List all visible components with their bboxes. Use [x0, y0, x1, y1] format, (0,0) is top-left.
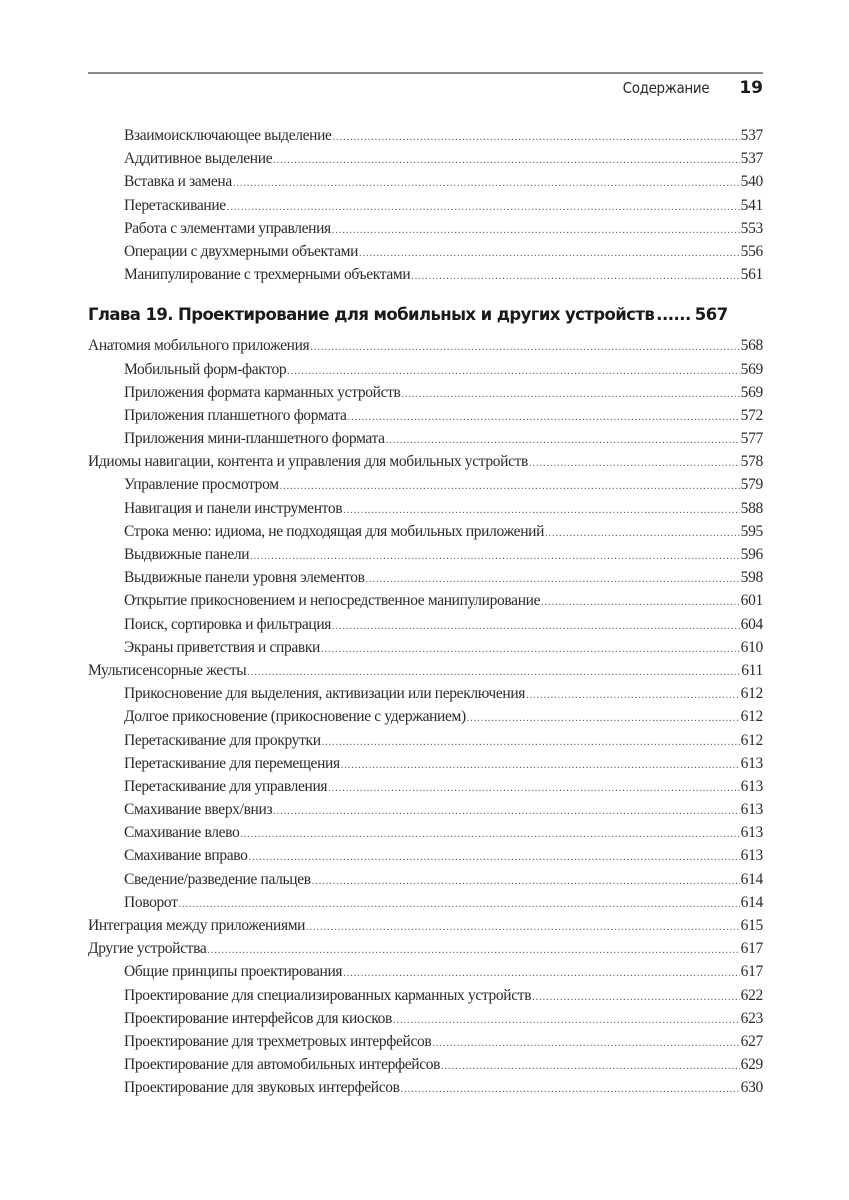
toc-entry[interactable] [88, 682, 763, 705]
toc-entry-page: 537 [740, 127, 763, 144]
toc-entry[interactable] [88, 497, 763, 520]
toc-entry-page: 614 [740, 870, 763, 888]
toc-entry-page: 578 [740, 453, 763, 471]
toc-entry-title: Идиомы навигации, контента и управления для мобильных устройств [88, 453, 529, 471]
leader-dots [312, 870, 740, 893]
leader-dots [402, 383, 740, 406]
toc-entry[interactable] [88, 1007, 763, 1030]
toc-entry[interactable] [88, 358, 763, 381]
leader-dots [348, 406, 740, 429]
toc-entries [88, 334, 763, 1099]
toc-entry-page: 579 [740, 476, 763, 494]
toc-entry[interactable] [88, 705, 763, 728]
toc-entry-page: 610 [740, 638, 763, 656]
toc-entry-page: 615 [740, 917, 763, 934]
leader-dots [273, 149, 739, 172]
chapter-page: 567 [694, 305, 728, 325]
toc-entry-title: Приложения формата карманных устройств [124, 383, 401, 401]
table-of-contents [88, 124, 763, 1100]
leader-dots [306, 916, 740, 939]
toc-entry-title: Вставка и замена [124, 173, 232, 191]
toc-entry-title: Перетаскивание [124, 196, 226, 214]
toc-entry-title: Проектирование для трехметровых интерфейсов [124, 1032, 432, 1050]
toc-entry[interactable] [88, 217, 763, 240]
toc-entry-page: 595 [740, 522, 763, 540]
leader-dots [322, 731, 740, 754]
toc-entry-title: Анатомия мобильного приложения [88, 337, 310, 355]
toc-entry-page: 629 [740, 1056, 763, 1074]
toc-entry-title: Строка меню: идиома, не подходящая для мобильных приложений [124, 522, 545, 540]
toc-entry-page: 598 [740, 569, 763, 587]
leader-dots [247, 661, 740, 684]
toc-entry[interactable] [88, 613, 763, 636]
chapter-title: Глава 19. Проектирование для мобильных и других устройств [88, 305, 655, 325]
leader-dots [401, 1078, 740, 1101]
toc-entry[interactable] [88, 589, 763, 612]
toc-entry-page: 577 [740, 430, 763, 448]
toc-entry[interactable] [88, 381, 763, 404]
toc-entry-title: Выдвижные панели [124, 546, 250, 563]
toc-entry-title: Аддитивное выделение [124, 150, 273, 168]
toc-entry-page: 572 [740, 406, 763, 424]
toc-entry-title: Перетаскивание для перемещения [124, 754, 340, 772]
toc-entry-title: Манипулирование с трехмерными объектами [124, 266, 411, 284]
toc-entry[interactable] [88, 1030, 763, 1053]
leader-dots [332, 219, 740, 242]
toc-entry[interactable] [88, 1076, 763, 1099]
toc-entry-page: 612 [740, 685, 763, 703]
toc-entry-title: Интеграция между приложениями [88, 917, 306, 934]
toc-entry-page: 617 [740, 963, 763, 981]
toc-entry[interactable] [88, 170, 763, 193]
toc-entry[interactable] [88, 404, 763, 427]
toc-entry[interactable] [88, 752, 763, 775]
toc-entry-page: 614 [740, 893, 763, 911]
toc-entry[interactable] [88, 520, 763, 543]
toc-entry-page: 612 [740, 708, 763, 726]
toc-entry[interactable] [88, 937, 763, 960]
toc-entry[interactable] [88, 891, 763, 914]
toc-entry[interactable] [88, 844, 763, 867]
toc-entry[interactable] [88, 427, 763, 450]
toc-entry[interactable] [88, 566, 763, 589]
leader-dots [280, 475, 740, 498]
toc-entry-page: 569 [740, 360, 763, 378]
toc-entry-title: Операции с двухмерными объектами [124, 242, 359, 260]
leader-dots [321, 638, 740, 661]
toc-entry-title: Смахивание вправо [124, 847, 248, 865]
toc-entry-page: 553 [740, 219, 763, 237]
leader-dots [287, 360, 739, 383]
toc-entry-title: Поиск, сортировка и фильтрация [124, 615, 332, 633]
toc-entry[interactable] [88, 334, 763, 357]
toc-entry-page: 537 [740, 150, 763, 168]
toc-entry-page: 613 [740, 754, 763, 772]
toc-entry-title: Перетаскивание для управления [124, 777, 328, 795]
toc-entry[interactable] [88, 124, 763, 147]
page-number: 19 [739, 78, 763, 98]
toc-entry-title: Перетаскивание для прокрутки [124, 731, 321, 749]
toc-entry-page: 540 [740, 173, 763, 191]
leader-dots [341, 754, 740, 777]
toc-entry[interactable] [88, 914, 763, 937]
toc-entry-page: 612 [740, 731, 763, 749]
leader-dots [529, 452, 740, 475]
toc-entry[interactable] [88, 543, 763, 566]
toc-entry-page: 622 [740, 986, 763, 1004]
leader-dots [240, 823, 739, 846]
toc-entry[interactable] [88, 821, 763, 844]
toc-entry-page: 613 [740, 824, 763, 842]
toc-entry[interactable] [88, 473, 763, 496]
running-header-title: Содержание [622, 79, 710, 97]
toc-entry[interactable] [88, 263, 763, 286]
toc-entry-page: 627 [740, 1032, 763, 1050]
toc-entry-title: Другие устройства [88, 940, 207, 958]
toc-entry-title: Взаимоисключающее выделение [124, 127, 332, 144]
toc-entry-title: Мобильный форм-фактор [124, 360, 287, 378]
leader-dots [332, 615, 740, 638]
toc-entry-title: Открытие прикосновением и непосредственное манипулирование [124, 592, 541, 610]
toc-entry[interactable] [88, 868, 763, 891]
leader-dots [310, 336, 739, 359]
leader-dots [411, 265, 739, 288]
toc-entry-page: 604 [740, 615, 763, 633]
toc-entry-title: Мультисенсорные жесты [88, 661, 247, 679]
toc-entry-title: Проектирование для специализированных карманных устройств [124, 986, 532, 1004]
toc-entry[interactable] [88, 798, 763, 821]
leader-dots [526, 684, 740, 707]
leader-dots [227, 196, 740, 219]
toc-entry-title: Приложения мини-планшетного формата [124, 430, 385, 448]
toc-entry-title: Сведение/разведение пальцев [124, 870, 311, 888]
toc-entry-title: Общие принципы проектирования [124, 963, 343, 981]
leader-dots [532, 986, 739, 1009]
toc-entry-page: 613 [740, 847, 763, 865]
toc-entry-title: Проектирование интерфейсов для киосков [124, 1009, 393, 1027]
toc-entry-page: 596 [740, 546, 763, 563]
toc-entry-title: Приложения планшетного формата [124, 406, 347, 424]
toc-entry-title: Смахивание вверх/вниз [124, 801, 273, 819]
chapter-leader-dots: ...... [656, 305, 691, 325]
toc-entry-title: Долгое прикосновение (прикосновение с удержанием) [124, 708, 466, 726]
leader-dots [250, 545, 739, 568]
toc-entry[interactable] [88, 240, 763, 263]
toc-entry-title: Поворот [124, 893, 178, 911]
toc-entry-page: 613 [740, 801, 763, 819]
leader-dots [545, 522, 740, 545]
toc-entry-page: 569 [740, 383, 763, 401]
toc-entry-title: Смахивание влево [124, 824, 240, 842]
leader-dots [343, 962, 739, 985]
toc-entry[interactable] [88, 1053, 763, 1076]
toc-entry-title: Экраны приветствия и справки [124, 638, 320, 656]
toc-entry-title: Проектирование для автомобильных интерфейсов [124, 1056, 441, 1074]
leader-dots [467, 707, 740, 730]
toc-entry-title: Выдвижные панели уровня элементов [124, 569, 365, 587]
leader-dots [541, 591, 740, 614]
leader-dots [333, 126, 740, 149]
leader-dots [249, 846, 740, 869]
toc-entry-title: Работа с элементами управления [124, 219, 331, 237]
toc-entry-page: 556 [740, 242, 763, 260]
running-header [613, 78, 763, 102]
toc-entry-page: 630 [740, 1079, 763, 1097]
toc-pre-entries [88, 124, 763, 286]
toc-entry-title: Проектирование для звуковых интерфейсов [124, 1079, 400, 1097]
toc-entry-page: 613 [740, 777, 763, 795]
toc-entry[interactable] [88, 659, 763, 682]
leader-dots [179, 893, 740, 916]
chapter-heading[interactable] [88, 300, 763, 330]
toc-entry-page: 561 [740, 266, 763, 284]
toc-entry[interactable] [88, 194, 763, 217]
toc-entry-page: 541 [740, 196, 763, 214]
toc-entry-page: 617 [740, 940, 763, 958]
toc-entry-page: 588 [740, 499, 763, 517]
leader-dots [393, 1009, 740, 1032]
leader-dots [441, 1055, 740, 1078]
leader-dots [343, 499, 739, 522]
toc-entry-title: Прикосновение для выделения, активизации или переключения [124, 685, 526, 703]
toc-entry-page: 568 [740, 337, 763, 355]
leader-dots [273, 800, 739, 823]
header-rule [88, 72, 763, 74]
toc-entry-title: Навигация и панели инструментов [124, 499, 343, 517]
leader-dots [207, 939, 739, 962]
toc-entry[interactable] [88, 729, 763, 752]
leader-dots [233, 172, 740, 195]
leader-dots [328, 777, 739, 800]
toc-entry[interactable] [88, 960, 763, 983]
toc-entry-title: Управление просмотром [124, 476, 279, 494]
leader-dots [366, 568, 740, 591]
toc-entry[interactable] [88, 775, 763, 798]
toc-entry[interactable] [88, 636, 763, 659]
leader-dots [359, 242, 740, 265]
leader-dots [386, 429, 740, 452]
leader-dots [432, 1032, 739, 1055]
toc-entry-page: 611 [741, 661, 763, 679]
toc-entry[interactable] [88, 450, 763, 473]
toc-entry-page: 623 [740, 1009, 763, 1027]
toc-entry[interactable] [88, 984, 763, 1007]
toc-entry-page: 601 [740, 592, 763, 610]
toc-entry[interactable] [88, 147, 763, 170]
